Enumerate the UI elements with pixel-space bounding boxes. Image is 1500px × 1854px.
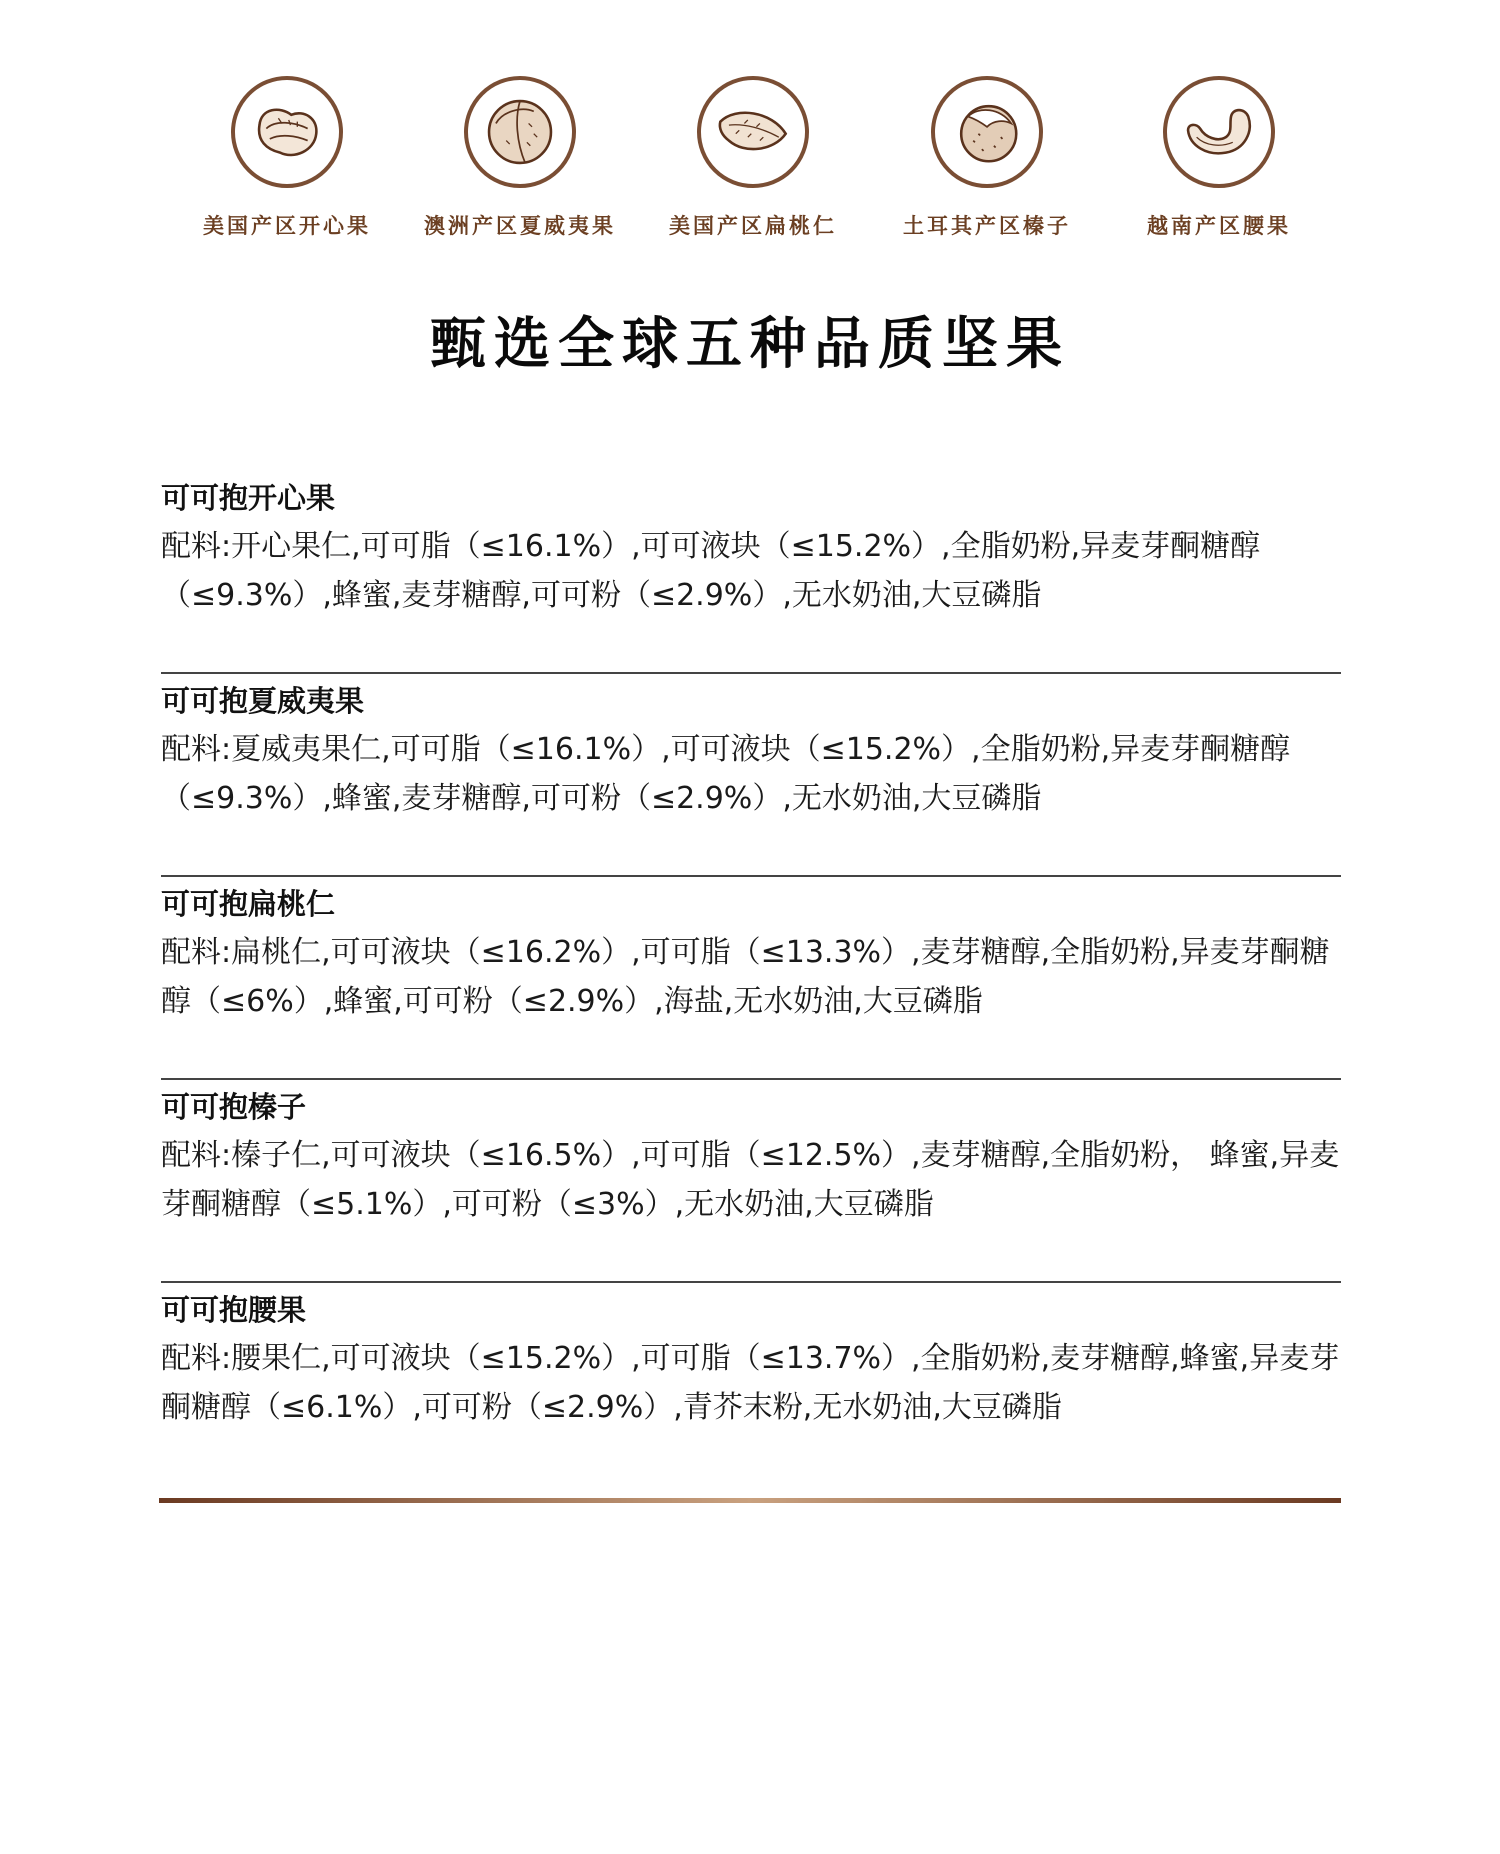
nut-label: 土耳其产区榛子 <box>903 214 1071 238</box>
product-ingredients: 配料:腰果仁,可可液块（≤15.2%）,可可脂（≤13.7%）,全脂奶粉,麦芽糖醇,蜂蜜,异麦芽酮糖醇（≤6.1%）,可可粉（≤2.9%）,青芥末粉,无水奶油,大豆磷脂 <box>161 1341 1340 1425</box>
product-item <box>161 1290 1341 1493</box>
nut-circle <box>464 76 576 188</box>
divider <box>161 1078 1341 1080</box>
nut-item-pistachio <box>172 76 402 240</box>
nut-circle <box>697 76 809 188</box>
bottom-gradient-bar <box>159 1498 1341 1503</box>
product-name: 可可抱开心果 <box>161 481 336 515</box>
product-ingredients: 配料:扁桃仁,可可液块（≤16.2%）,可可脂（≤13.3%）,麦芽糖醇,全脂奶粉,异麦芽酮糖醇（≤6%）,蜂蜜,可可粉（≤2.9%）,海盐,无水奶油,大豆磷脂 <box>161 935 1330 1019</box>
divider <box>161 1281 1341 1283</box>
divider <box>161 672 1341 674</box>
nut-item-almond <box>638 76 868 240</box>
product-list <box>161 478 1341 1493</box>
almond-icon <box>710 89 796 175</box>
nut-item-hazelnut <box>872 76 1102 240</box>
nut-label: 美国产区扁桃仁 <box>669 214 837 238</box>
nut-label: 越南产区腰果 <box>1147 214 1291 238</box>
nut-label: 美国产区开心果 <box>203 214 371 238</box>
product-name: 可可抱夏威夷果 <box>161 684 365 718</box>
product-item <box>161 681 1341 884</box>
product-name: 可可抱扁桃仁 <box>161 887 336 921</box>
nut-label: 澳洲产区夏威夷果 <box>424 214 616 238</box>
product-item <box>161 1087 1341 1290</box>
nut-circle <box>931 76 1043 188</box>
divider <box>161 875 1341 877</box>
hazelnut-icon <box>944 89 1030 175</box>
product-item <box>161 478 1341 681</box>
nut-circle <box>231 76 343 188</box>
product-name: 可可抱腰果 <box>161 1293 307 1327</box>
pistachio-icon <box>244 89 330 175</box>
product-ingredients: 配料:榛子仁,可可液块（≤16.5%）,可可脂（≤12.5%）,麦芽糖醇,全脂奶粉， 蜂蜜,异麦芽酮糖醇（≤5.1%）,可可粉（≤3%）,无水奶油,大豆磷脂 <box>161 1138 1340 1222</box>
macadamia-icon <box>477 89 563 175</box>
nut-circle <box>1163 76 1275 188</box>
product-name: 可可抱榛子 <box>161 1090 307 1124</box>
cashew-icon <box>1176 89 1262 175</box>
nut-origins-row <box>0 76 1500 246</box>
nut-item-cashew <box>1104 76 1334 240</box>
page-title: 甄选全球五种品质坚果 <box>430 312 1070 377</box>
product-ingredients: 配料:夏威夷果仁,可可脂（≤16.1%）,可可液块（≤15.2%）,全脂奶粉,异麦芽酮糖醇（≤9.3%）,蜂蜜,麦芽糖醇,可可粉（≤2.9%）,无水奶油,大豆磷脂 <box>161 732 1291 816</box>
product-item <box>161 884 1341 1087</box>
product-ingredients: 配料:开心果仁,可可脂（≤16.1%）,可可液块（≤15.2%）,全脂奶粉,异麦芽酮糖醇（≤9.3%）,蜂蜜,麦芽糖醇,可可粉（≤2.9%）,无水奶油,大豆磷脂 <box>161 529 1261 613</box>
nut-item-macadamia <box>405 76 635 240</box>
